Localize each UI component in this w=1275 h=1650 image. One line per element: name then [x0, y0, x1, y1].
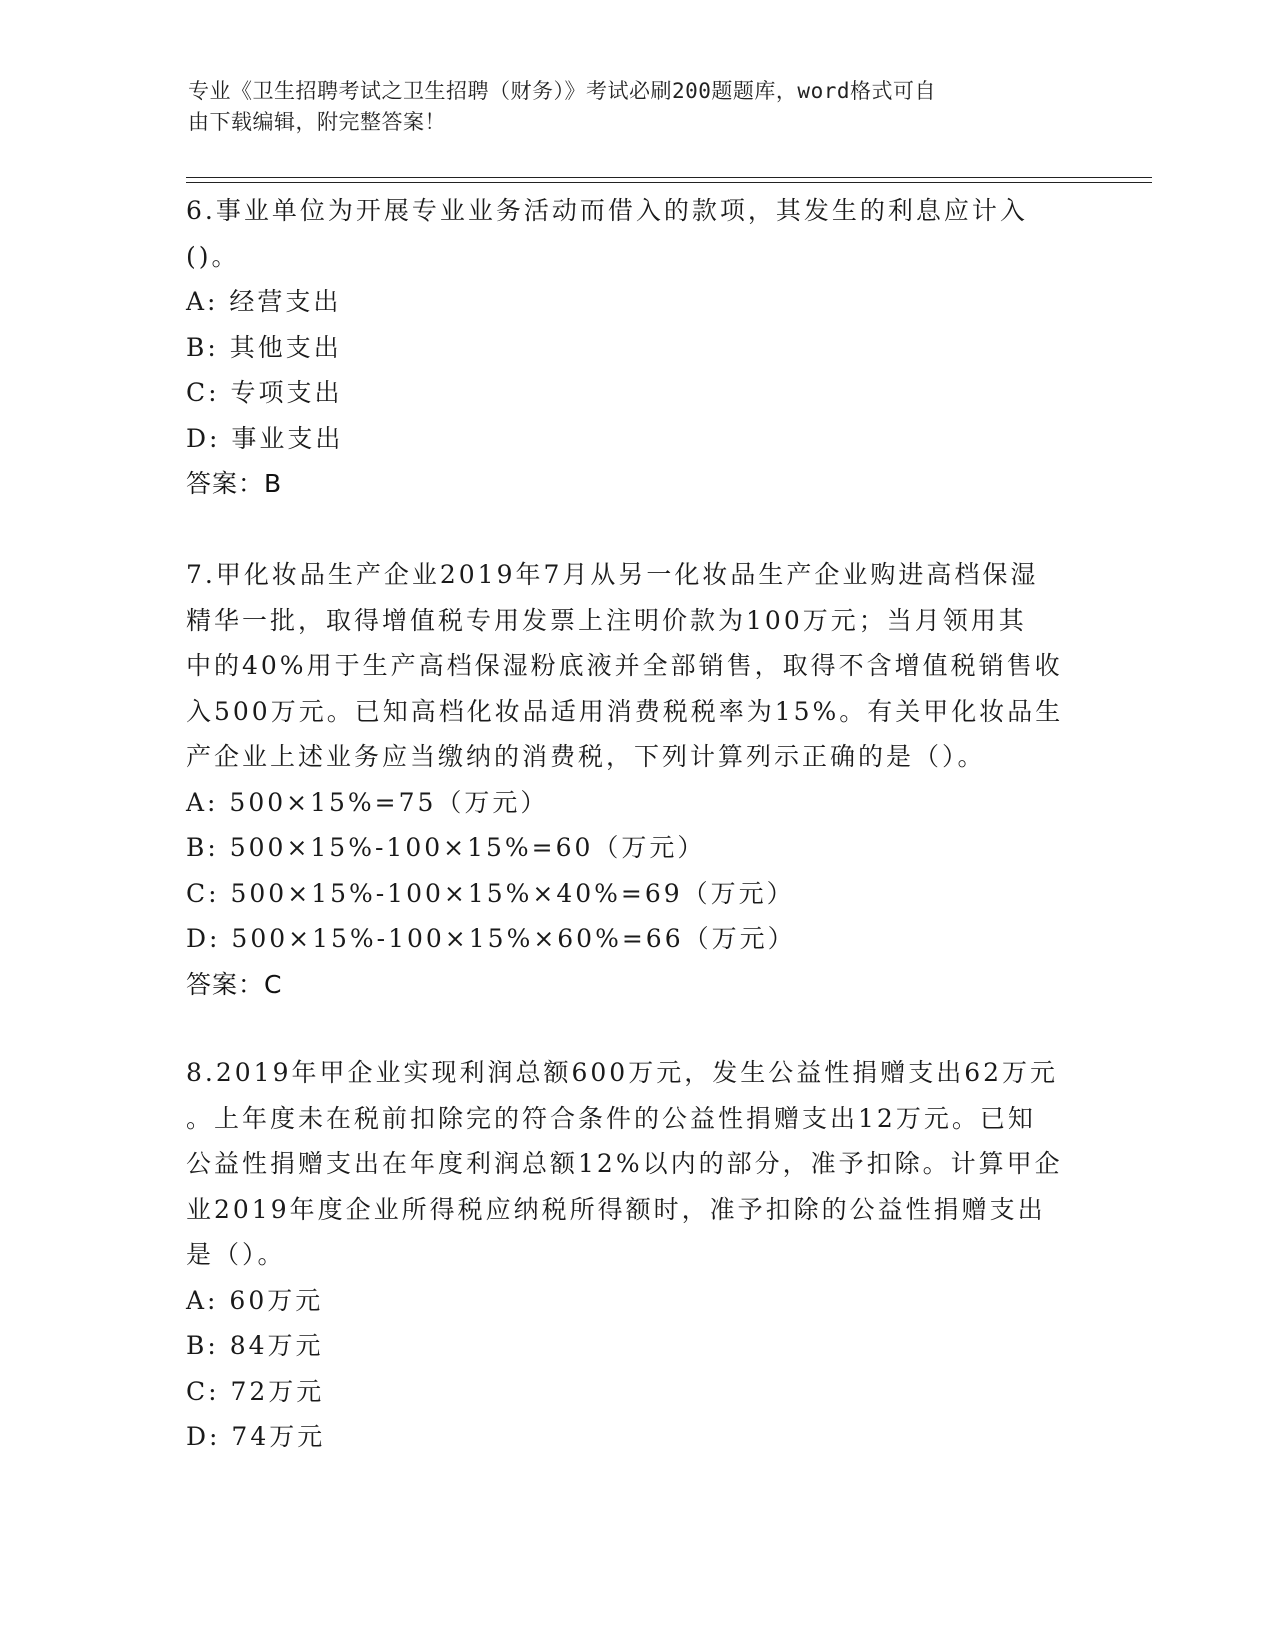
option-c: C: 500×15%-100×15%×40%=69（万元）: [186, 878, 795, 908]
option-a: A: 60万元: [186, 1285, 324, 1315]
stem-line: 。上年度未在税前扣除完的符合条件的公益性捐赠支出12万元。已知: [186, 1103, 1036, 1133]
stem-line: 产企业上述业务应当缴纳的消费税，下列计算列示正确的是（）。: [186, 742, 986, 771]
stem-line: 中的40%用于生产高档保湿粉底液并全部销售，取得不含增值税销售收: [186, 651, 1063, 680]
option-c: C: 专项支出: [186, 378, 343, 407]
header-divider-bottom: [186, 182, 1152, 183]
question-8: [186, 1050, 1086, 1460]
option-c: C: 72万元: [186, 1376, 325, 1406]
stem-line: ()。: [186, 241, 240, 271]
stem-line: 精华一批，取得增值税专用发票上注明价款为100万元；当月领用其: [186, 605, 1027, 635]
header-line-1: 专业《卫生招聘考试之卫生招聘（财务）》考试必刷200题题库，word格式可自: [188, 79, 936, 103]
stem-line: 业2019年度企业所得税应纳税所得额时，准予扣除的公益性捐赠支出: [186, 1194, 1046, 1224]
question-stem: [186, 1050, 1086, 1278]
stem-line: 7.甲化妆品生产企业2019年7月从另一化妆品生产企业购进高档保湿: [186, 560, 1039, 589]
header-divider-top: [186, 177, 1152, 178]
answer-label: 答案：B: [186, 469, 283, 498]
question-6: [186, 188, 1086, 507]
document-header: [188, 76, 1068, 138]
question-stem: [186, 188, 1086, 279]
header-line-2: 由下载编辑，附完整答案！: [188, 110, 446, 134]
option-b: B: 500×15%-100×15%=60（万元）: [186, 833, 706, 862]
question-stem: [186, 552, 1086, 780]
option-d: D: 500×15%-100×15%×60%=66（万元）: [186, 924, 796, 953]
answer-label: 答案：C: [186, 969, 283, 999]
stem-line: 入500万元。已知高档化妆品适用消费税税率为15%。有关甲化妆品生: [186, 696, 1064, 726]
option-d: D: 74万元: [186, 1422, 326, 1451]
option-b: B: 84万元: [186, 1331, 324, 1360]
option-a: A: 经营支出: [186, 287, 342, 316]
stem-line: 是（）。: [186, 1240, 286, 1269]
stem-line: 公益性捐赠支出在年度利润总额12%以内的部分，准予扣除。计算甲企: [186, 1149, 1063, 1178]
option-a: A: 500×15%=75（万元）: [186, 787, 549, 817]
question-7: [186, 552, 1086, 1007]
option-d: D: 事业支出: [186, 423, 344, 453]
stem-line: 8.2019年甲企业实现利润总额600万元，发生公益性捐赠支出62万元: [186, 1058, 1059, 1087]
option-b: B: 其他支出: [186, 332, 342, 362]
stem-line: 6.事业单位为开展专业业务活动而借入的款项，其发生的利息应计入: [186, 196, 1028, 225]
